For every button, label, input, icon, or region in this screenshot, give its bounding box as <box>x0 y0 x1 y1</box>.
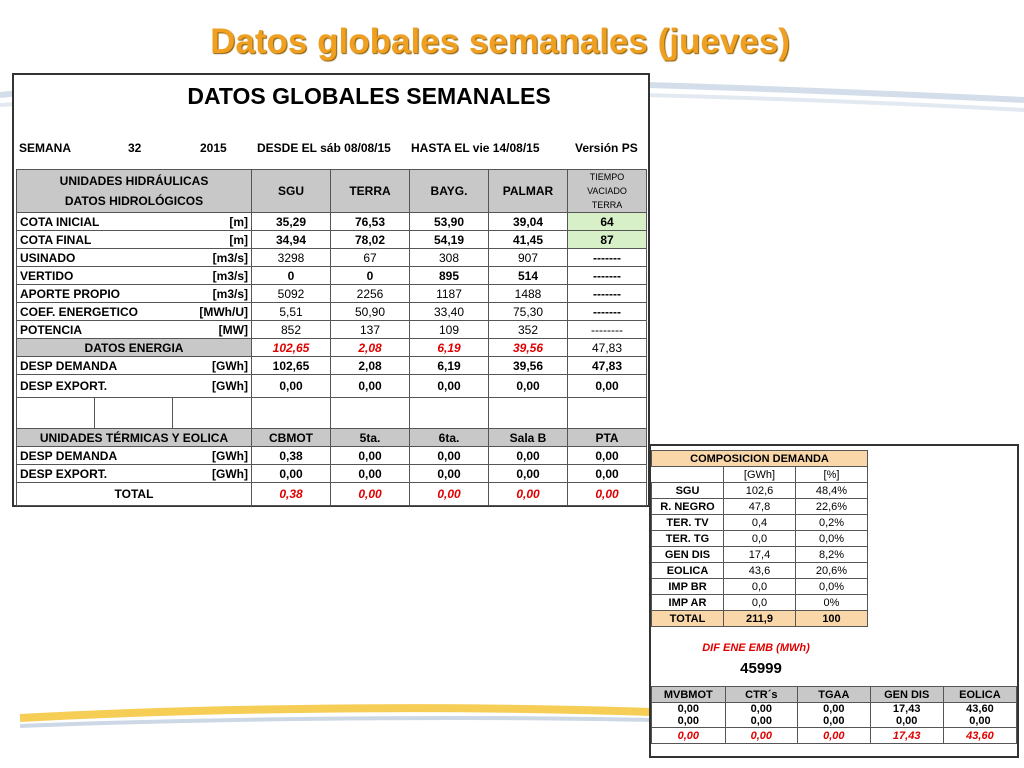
week-info-row <box>14 141 654 157</box>
energia-value: 102,65 <box>252 339 331 357</box>
tiempo-vaciado-value: ------- <box>568 285 647 303</box>
vaciado-label: VACIADO <box>587 186 627 196</box>
tiempo-vaciado-value: 64 <box>568 213 647 231</box>
total-value: 0,00 <box>568 483 647 506</box>
date-to: HASTA EL vie 14/08/15 <box>411 141 540 155</box>
col-header: SGU <box>252 170 331 213</box>
col-header: TGAA <box>798 687 870 703</box>
energia-value: 6,19 <box>410 339 489 357</box>
cell-value: 0,00 <box>331 465 410 483</box>
col-header: PALMAR <box>489 170 568 213</box>
composicion-total-label: TOTAL <box>652 611 724 627</box>
blank-cell <box>17 398 95 429</box>
value-line: 17,43 <box>892 703 921 715</box>
composicion-col-header-row <box>652 467 868 483</box>
table-row <box>17 321 647 339</box>
cell-value: 0,00 <box>331 375 410 398</box>
value-line: 0,00 <box>677 703 699 715</box>
composicion-row <box>652 499 868 515</box>
cell-value: 514 <box>489 267 568 285</box>
cell-value: 47,83 <box>568 357 647 375</box>
row-label: COTA INICIAL <box>17 213 173 231</box>
blank-cell <box>410 398 489 429</box>
cell-value: 102,65 <box>252 357 331 375</box>
source-label: IMP AR <box>652 595 724 611</box>
termicas-header-row <box>17 429 647 447</box>
composicion-total-pct: 100 <box>796 611 868 627</box>
col-header: PTA <box>568 429 647 447</box>
cell-value: 6,19 <box>410 357 489 375</box>
generation-row-1 <box>652 703 1017 728</box>
cell-value: 895 <box>410 267 489 285</box>
source-pct: 48,4% <box>796 483 868 499</box>
row-unit: [m3/s] <box>173 267 252 285</box>
total-value: 0,00 <box>410 483 489 506</box>
page-title: Datos globales semanales (jueves) <box>210 22 790 61</box>
composicion-row <box>652 579 868 595</box>
source-gwh: 17,4 <box>724 547 796 563</box>
source-pct: 8,2% <box>796 547 868 563</box>
cell-value: 2256 <box>331 285 410 303</box>
blank-cell <box>173 398 252 429</box>
blank-cell <box>652 467 724 483</box>
col-header-gwh: [GWh] <box>724 467 796 483</box>
value-line: 0,00 <box>823 715 845 727</box>
col-header: EOLICA <box>943 687 1016 703</box>
row-unit: [m3/s] <box>173 249 252 267</box>
cell-value: 1187 <box>410 285 489 303</box>
datos-energia-label: DATOS ENERGIA <box>17 339 252 357</box>
generation-total-row <box>652 728 1017 744</box>
row-unit: [m] <box>173 231 252 249</box>
source-pct: 0,0% <box>796 579 868 595</box>
cell-value: 5,51 <box>252 303 331 321</box>
cell-value: 852 <box>252 321 331 339</box>
value-line: 0,00 <box>823 703 845 715</box>
cell-value: 907 <box>489 249 568 267</box>
version-label: Versión PS <box>575 141 638 155</box>
col-header: CTR´s <box>725 687 798 703</box>
source-pct: 0% <box>796 595 868 611</box>
value-line: 0,00 <box>969 715 991 727</box>
table-row <box>17 285 647 303</box>
source-label: R. NEGRO <box>652 499 724 515</box>
gen-total-value: 0,00 <box>798 728 870 744</box>
total-value: 0,38 <box>252 483 331 506</box>
cell-value: 50,90 <box>331 303 410 321</box>
cell-value: 352 <box>489 321 568 339</box>
cell-value: 109 <box>410 321 489 339</box>
col-header: Sala B <box>489 429 568 447</box>
cell-value: 54,19 <box>410 231 489 249</box>
tiempo-vaciado-value: -------- <box>568 321 647 339</box>
datos-energia-row <box>17 339 647 357</box>
cell-value: 0,00 <box>489 465 568 483</box>
desp-export-row <box>17 375 647 398</box>
table-header-row <box>17 170 647 213</box>
composicion-row <box>652 595 868 611</box>
row-label: DESP DEMANDA <box>17 357 173 375</box>
source-pct: 20,6% <box>796 563 868 579</box>
row-unit: [GWh] <box>173 447 252 465</box>
source-gwh: 0,4 <box>724 515 796 531</box>
weekly-data-sheet <box>12 73 650 507</box>
col-header: BAYG. <box>410 170 489 213</box>
composicion-row <box>652 547 868 563</box>
source-label: TER. TV <box>652 515 724 531</box>
cell-value <box>652 703 726 728</box>
col-header: GEN DIS <box>870 687 943 703</box>
gen-total-value: 43,60 <box>943 728 1016 744</box>
hydraulic-table <box>16 169 647 506</box>
tiempo-vaciado-value: ------- <box>568 267 647 285</box>
cell-value: 41,45 <box>489 231 568 249</box>
unidades-hidraulicas-label: UNIDADES HIDRÁULICAS <box>59 174 209 188</box>
table-row <box>17 249 647 267</box>
total-row <box>17 483 647 506</box>
cell-value: 3298 <box>252 249 331 267</box>
row-label: COEF. ENERGETICO <box>17 303 173 321</box>
row-unit: [GWh] <box>173 375 252 398</box>
week-year: 2015 <box>200 141 227 155</box>
generation-header-row <box>652 687 1017 703</box>
cell-value: 0,00 <box>489 447 568 465</box>
value-line: 43,60 <box>966 703 994 715</box>
cell-value: 0,00 <box>410 447 489 465</box>
row-unit: [MW] <box>173 321 252 339</box>
cell-value <box>943 703 1016 728</box>
source-gwh: 43,6 <box>724 563 796 579</box>
termicas-demanda-row <box>17 447 647 465</box>
source-gwh: 0,0 <box>724 531 796 547</box>
cell-value <box>870 703 943 728</box>
gen-total-value: 17,43 <box>870 728 943 744</box>
row-unit: [MWh/U] <box>173 303 252 321</box>
row-unit: [m] <box>173 213 252 231</box>
blank-cell <box>489 398 568 429</box>
source-label: IMP BR <box>652 579 724 595</box>
value-line: 0,00 <box>750 715 773 727</box>
composicion-table <box>651 450 868 627</box>
row-unit: [GWh] <box>173 465 252 483</box>
source-label: TER. TG <box>652 531 724 547</box>
total-value: 0,00 <box>331 483 410 506</box>
tiempo-vaciado-value: ------- <box>568 303 647 321</box>
col-header: CBMOT <box>252 429 331 447</box>
col-header: TERRA <box>331 170 410 213</box>
gen-total-value: 0,00 <box>652 728 726 744</box>
row-label: APORTE PROPIO <box>17 285 173 303</box>
energia-value: 39,56 <box>489 339 568 357</box>
gen-total-value: 0,00 <box>725 728 798 744</box>
cell-value: 35,29 <box>252 213 331 231</box>
table-row <box>17 303 647 321</box>
cell-value: 0,00 <box>252 375 331 398</box>
blank-cell <box>252 398 331 429</box>
row-unit: [GWh] <box>173 357 252 375</box>
cell-value: 137 <box>331 321 410 339</box>
date-from: DESDE EL sáb 08/08/15 <box>257 141 391 155</box>
termicas-header-label: UNIDADES TÉRMICAS Y EOLICA <box>17 429 252 447</box>
row-label: DESP EXPORT. <box>17 375 173 398</box>
cell-value: 0,00 <box>410 375 489 398</box>
row-label: COTA FINAL <box>17 231 173 249</box>
table-row <box>17 267 647 285</box>
generation-table <box>651 686 1017 744</box>
cell-value: 39,56 <box>489 357 568 375</box>
value-line: 0,00 <box>677 715 699 727</box>
cell-value: 0,38 <box>252 447 331 465</box>
cell-value: 0,00 <box>568 447 647 465</box>
composicion-row <box>652 515 868 531</box>
blank-cell <box>568 398 647 429</box>
tiempo-vaciado-header <box>568 170 647 213</box>
energia-value: 47,83 <box>568 339 647 357</box>
cell-value: 78,02 <box>331 231 410 249</box>
composicion-total-gwh: 211,9 <box>724 611 796 627</box>
composicion-demanda-panel <box>649 444 1019 758</box>
dif-ene-emb-value: 45999 <box>740 660 782 677</box>
cell-value: 0,00 <box>331 447 410 465</box>
cell-value <box>798 703 870 728</box>
cell-value: 75,30 <box>489 303 568 321</box>
cell-value <box>725 703 798 728</box>
value-line: 0,00 <box>750 703 773 715</box>
cell-value: 76,53 <box>331 213 410 231</box>
row-label: USINADO <box>17 249 173 267</box>
total-label: TOTAL <box>17 483 252 506</box>
col-header-pct: [%] <box>796 467 868 483</box>
row-label: VERTIDO <box>17 267 173 285</box>
dif-ene-emb-label: DIF ENE EMB (MWh) <box>702 642 810 654</box>
week-label: SEMANA <box>19 141 72 155</box>
cell-value: 0 <box>252 267 331 285</box>
datos-hidrologicos-label: DATOS HIDROLÓGICOS <box>64 194 204 208</box>
source-label: GEN DIS <box>652 547 724 563</box>
cell-value: 39,04 <box>489 213 568 231</box>
tiempo-vaciado-value: ------- <box>568 249 647 267</box>
cell-value: 0,00 <box>568 465 647 483</box>
cell-value: 308 <box>410 249 489 267</box>
tiempo-vaciado-value: 87 <box>568 231 647 249</box>
source-gwh: 0,0 <box>724 595 796 611</box>
blank-cell <box>95 398 173 429</box>
row-unit: [m3/s] <box>173 285 252 303</box>
cell-value: 5092 <box>252 285 331 303</box>
composicion-row <box>652 531 868 547</box>
composicion-title-row <box>652 451 868 467</box>
table-row <box>17 231 647 249</box>
cell-value: 34,94 <box>252 231 331 249</box>
cell-value: 67 <box>331 249 410 267</box>
tiempo-label: TIEMPO <box>589 172 625 182</box>
row-label: DESP DEMANDA <box>17 447 173 465</box>
source-label: SGU <box>652 483 724 499</box>
source-gwh: 0,0 <box>724 579 796 595</box>
composicion-title: COMPOSICION DEMANDA <box>652 451 868 467</box>
col-header: 6ta. <box>410 429 489 447</box>
col-header: MVBMOT <box>652 687 726 703</box>
cell-value: 33,40 <box>410 303 489 321</box>
total-value: 0,00 <box>489 483 568 506</box>
cell-value: 0,00 <box>410 465 489 483</box>
cell-value: 0,00 <box>252 465 331 483</box>
termicas-export-row <box>17 465 647 483</box>
cell-value: 0,00 <box>489 375 568 398</box>
week-number: 32 <box>128 141 142 155</box>
row-label: POTENCIA <box>17 321 173 339</box>
source-gwh: 102,6 <box>724 483 796 499</box>
source-label: EOLICA <box>652 563 724 579</box>
source-pct: 22,6% <box>796 499 868 515</box>
composicion-row <box>652 563 868 579</box>
cell-value: 0 <box>331 267 410 285</box>
cell-value: 1488 <box>489 285 568 303</box>
table-row <box>17 213 647 231</box>
row-label: DESP EXPORT. <box>17 465 173 483</box>
source-gwh: 47,8 <box>724 499 796 515</box>
background-swoosh-bottom <box>0 690 660 740</box>
cell-value: 0,00 <box>568 375 647 398</box>
hydraulic-header-cell <box>17 170 252 213</box>
composicion-row <box>652 483 868 499</box>
sheet-title: DATOS GLOBALES SEMANALES <box>187 83 551 109</box>
source-pct: 0,2% <box>796 515 868 531</box>
energia-value: 2,08 <box>331 339 410 357</box>
desp-demanda-row <box>17 357 647 375</box>
source-pct: 0,0% <box>796 531 868 547</box>
cell-value: 53,90 <box>410 213 489 231</box>
value-line: 0,00 <box>895 715 918 727</box>
composicion-total-row <box>652 611 868 627</box>
col-header: 5ta. <box>331 429 410 447</box>
blank-row <box>17 398 647 429</box>
terra-label: TERRA <box>591 200 623 210</box>
blank-cell <box>331 398 410 429</box>
cell-value: 2,08 <box>331 357 410 375</box>
